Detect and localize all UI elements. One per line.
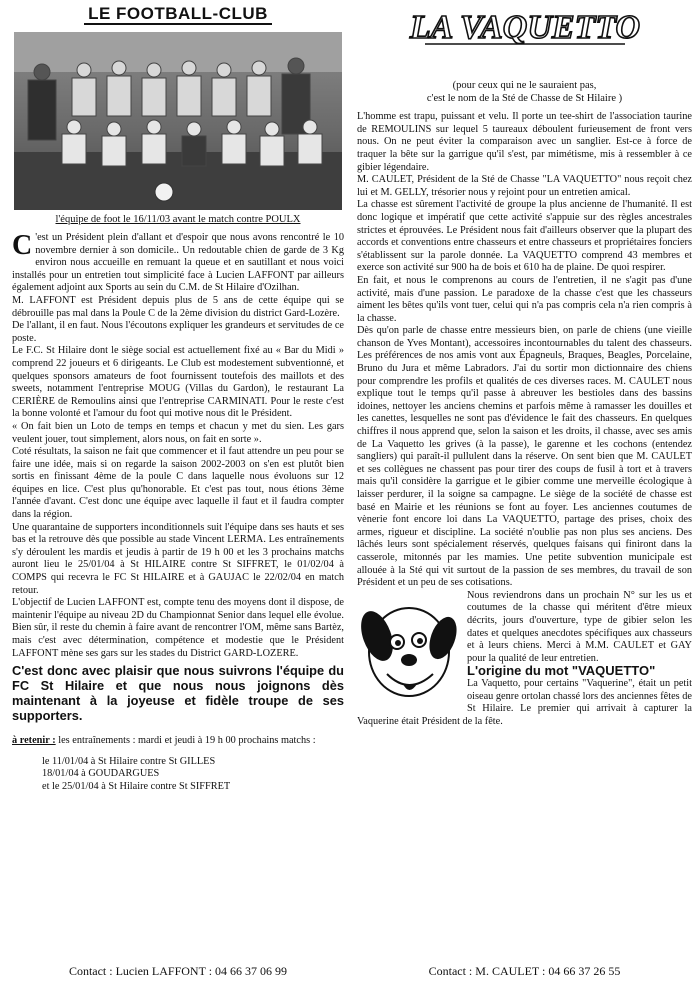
team-photo [14,32,342,210]
paragraph: Nous reviendrons dans un prochain N° sur les us et coutumes de la chasse qui méritent d'être mieux décrits, jours d'ouverture, type de gibier selon les dates et quelques anecdotes spécifiques aux chasseurs et à leurs chiens. Merci à M.M. CAULET et GAY pour la qualité de leur entretien. [357,590,692,666]
paragraph: Le F.C. St Hilaire dont le siège social est actuellement fixé au « Bar du Midi » comprend 22 joueurs et 6 dirigeants. Le Club est modestement subventionné, et quelques sponsors amateurs de foot fournissent toutefois des maillots et des sweets, notamment l'entreprise MOUG (Villas du Gardon), le restaurant La CERIÈRE de Remoulins ainsi que l'entreprise CARMINATI. Pour le reste c'est la bonne volonté et l'amour du foot qui motive nous dit le Président. [12,345,344,420]
match-list [42,756,344,794]
football-title: LE FOOTBALL-CLUB [12,4,344,24]
football-contact: Contact : Lucien LAFFONT : 04 66 37 06 99 [68,964,288,978]
paragraph: L'objectif de Lucien LAFFONT est, compte tenu des moyens dont il dispose, de maintenir l'équipe au niveau 2D du Championnat Senior dans lequel elle évolue. Bien sûr, il reste du chemin à faire avant de rencontrer l'OM, même sans Bartèz, mais c'est avec détermination, compétence et modestie que le Président LAFFONT mène ses gars sur les stades du District GARD-LOZERE. [12,597,344,659]
retenir-note: à retenir : les entraînements : mardi et jeudi à 19 h 00 prochains matchs : [12,735,316,747]
paragraph: L'homme est trapu, puissant et velu. Il porte un tee-shirt de l'association taurine de REMOULINS sur lequel 5 taureaux déboulent furieusement de front vers nous. On ne peut éviter la comparaison avec un sanglier. Est-ce à force de traquer la bête sur la garrigue qu'il s'est, par mimétisme, mis à ressembler à ce gibier légendaire. [357,111,692,173]
origin-title: L'origine du mot "VAQUETTO" [467,663,656,679]
dog-cartoon-icon [357,592,461,708]
conclusion: C'est donc avec plaisir que nous suivrons l'équipe du FC St Hilaire et que nous nous joignons dès maintenant à la joyeuse et fidèle troupe de ses supporters. [12,663,344,724]
paragraph: « On fait bien un Loto de temps en temps et chacun y met du sien. Les gars veulent jouer, tout simplement, alors nous, on fait en sorte ». [12,420,344,445]
paragraph: En fait, et nous le comprenons au cours de l'entretien, il ne s'agit pas d'une activité, mais d'une passion. Le paradoxe de la chasse c'est que les chasseurs aiment les bêtes qu'ils vont tuer, celui qui n'a pas compris cela n'a rien compris à la chasse. [357,274,692,324]
match-item: et le 25/01/04 à St Hilaire contre St SIFFRET [42,780,231,792]
paragraph: M. CAULET, Président de la Sté de Chasse "LA VAQUETTO" nous reçoit chez lui et M. GELLY, trésorier nous y rejoint pour un entretien amical. [357,174,692,198]
subtitle: (pour ceux qui ne le sauraient pas, c'est le nom de la Sté de Chasse de St Hilaire ) [426,80,623,104]
photo-caption: l'équipe de foot le 16/11/03 avant le match contre POULX [55,214,301,225]
vaquetto-body [357,111,692,728]
vaquetto-article [357,0,692,993]
match-item: 18/01/04 à GOUDARGUES [42,768,160,780]
match-item: le 11/01/04 à St Hilaire contre St GILLES [42,755,216,767]
paragraph: La chasse est sûrement l'activité de groupe la plus ancienne de l'humanité. Il est donc logique et impératif que cette activité s'appuie sur des règles ancestrales strictes et éprouvées. Le Président nous fait d'ailleurs observer que la plupart des accords et conventions entre chasseurs et entre chasseurs et propriétaires fonciers s'établissent sur la parole donnée. La VAQUETTO comprend 43 membres et exerce son activité sur 900 ha de bois et 610 ha de plaine. De quoi respirer. [357,199,692,274]
vaquetto-title [357,2,692,50]
football-article [12,0,344,993]
football-body [12,232,344,748]
paragraph: La Vaquetto, pour certains "Vaquerine", était un petit oiseau genre ortolan chassé lors des anciennes fêtes de St Hilaire. Le premier qui arrivait à capturer la Vaquerine était Président de la fête. [357,677,692,727]
paragraph: De l'allant, il en faut. Nous l'écoutons expliquer les grandeurs et servitudes de ce poste. [12,320,344,344]
svg-text:LA VAQUETTO: LA VAQUETTO [409,9,640,46]
paragraph: Dès qu'on parle de chasse entre messieurs bien, on parle de chiens (une vieille chanson de Yves Montant), accessoires incontournables du talent des chasseurs. Les préférences de nos amis vont aux Épagneuls, Braques, Beagles, Porcelaine, Bruno du Jura et même Labradors. J'ai du sortir mon dictionnaire des chiens pour comprendre les profils et qualités de ces diverses races. M. CAULET nous explique tout le temps qu'il passe à abreuver les bestioles dans des bassins idoines, nettoyer les anciens chemins et parfois même à ramasser les douilles et les canettes, lesquelles ne sont pas d'évidence le fait des chasseurs. En quelques chiffres il nous apprend que, selon la saison et les droits, il chasse, avec ses amis de La Vaquetto les grives (à la passe), le garenne et les cochons (entendez sangliers) qui paraît-il pullulent dans la réserve. On sent bien que M. CAULET et ses collègues ne chassent pas pour tirer des coups de fusil à tort et à travers mais qu'il considère la garrigue et le gibier comme une merveille écologique à laisser perdurer, il la soigne sa campagne. Le siège de la société de chasse est basé en Mairie et les réunions se font au foyer. Les anciennes coutumes de vènerie font encore loi dans La VAQUETTO, partage des prises, choix des armes, rigueur et discipline. La société n'oublie pas non plus ses anciens. Des lâchés leurs sont spécialement réservés, quelques faisans qui finiront dans la casserole, mitonnés par les mamies. Une petite subvention municipale est allouée à la Sté qui vit surtout de la passion de ses membres, du travail de son Président et un peu de ses cotisations. [357,325,692,589]
paragraph: M. LAFFONT est Président depuis plus de 5 ans de cette équipe qui se débrouille pas mal dans la Poule C de la 2ème division du district Gard-Lozère. [12,294,344,319]
paragraph: C 'est un Président plein d'allant et d'espoir que nous avons rencontré le 10 novembre dernier à son domicile.. Un redoutable chien de garde de 3 Kg environ nous accueille en remuant la queue et en sautillant et nous voici installés pour un entretien tout simplicité face à Lucien LAFFONT par ailleurs également adjoint aux Sports au sein du C.M. de St Hilaire d'Ozilhan. [12,230,344,294]
paragraph: Coté résultats, la saison ne fait que commencer et il faut attendre un peu pour se faire une idée, mais si on regarde la saison 2002-2003 on s'en est plutôt bien sortis en finissant 4ème de la poule C dans laquelle nous évoluons sur 12 équipes en lice. C'est plus qu'honorable. Et c'est pas tout, nous étions 3ème l'année d'avant. C'est donc une équipe avec laquelle il faut et il faudra compter dans la région. [12,446,344,521]
paragraph: Une quarantaine de supporters inconditionnels suit l'équipe dans ses hauts et ses bas et la retrouve dès que possible au stade Vincent LERMA. Les entraînements s'y déroulent les mardis et jeudis à partir de 19 h 00 et les 3 prochains matchs auront lieu le 25/01/04 à St HILAIRE contre St SIFFRET, le 01/02/04 à COMPS qui recevra le FC St HILAIRE et à GAUJAC le 22/02/04 en match retour. [12,521,344,596]
vaquetto-contact: Contact : M. CAULET : 04 66 37 26 55 [428,964,621,978]
